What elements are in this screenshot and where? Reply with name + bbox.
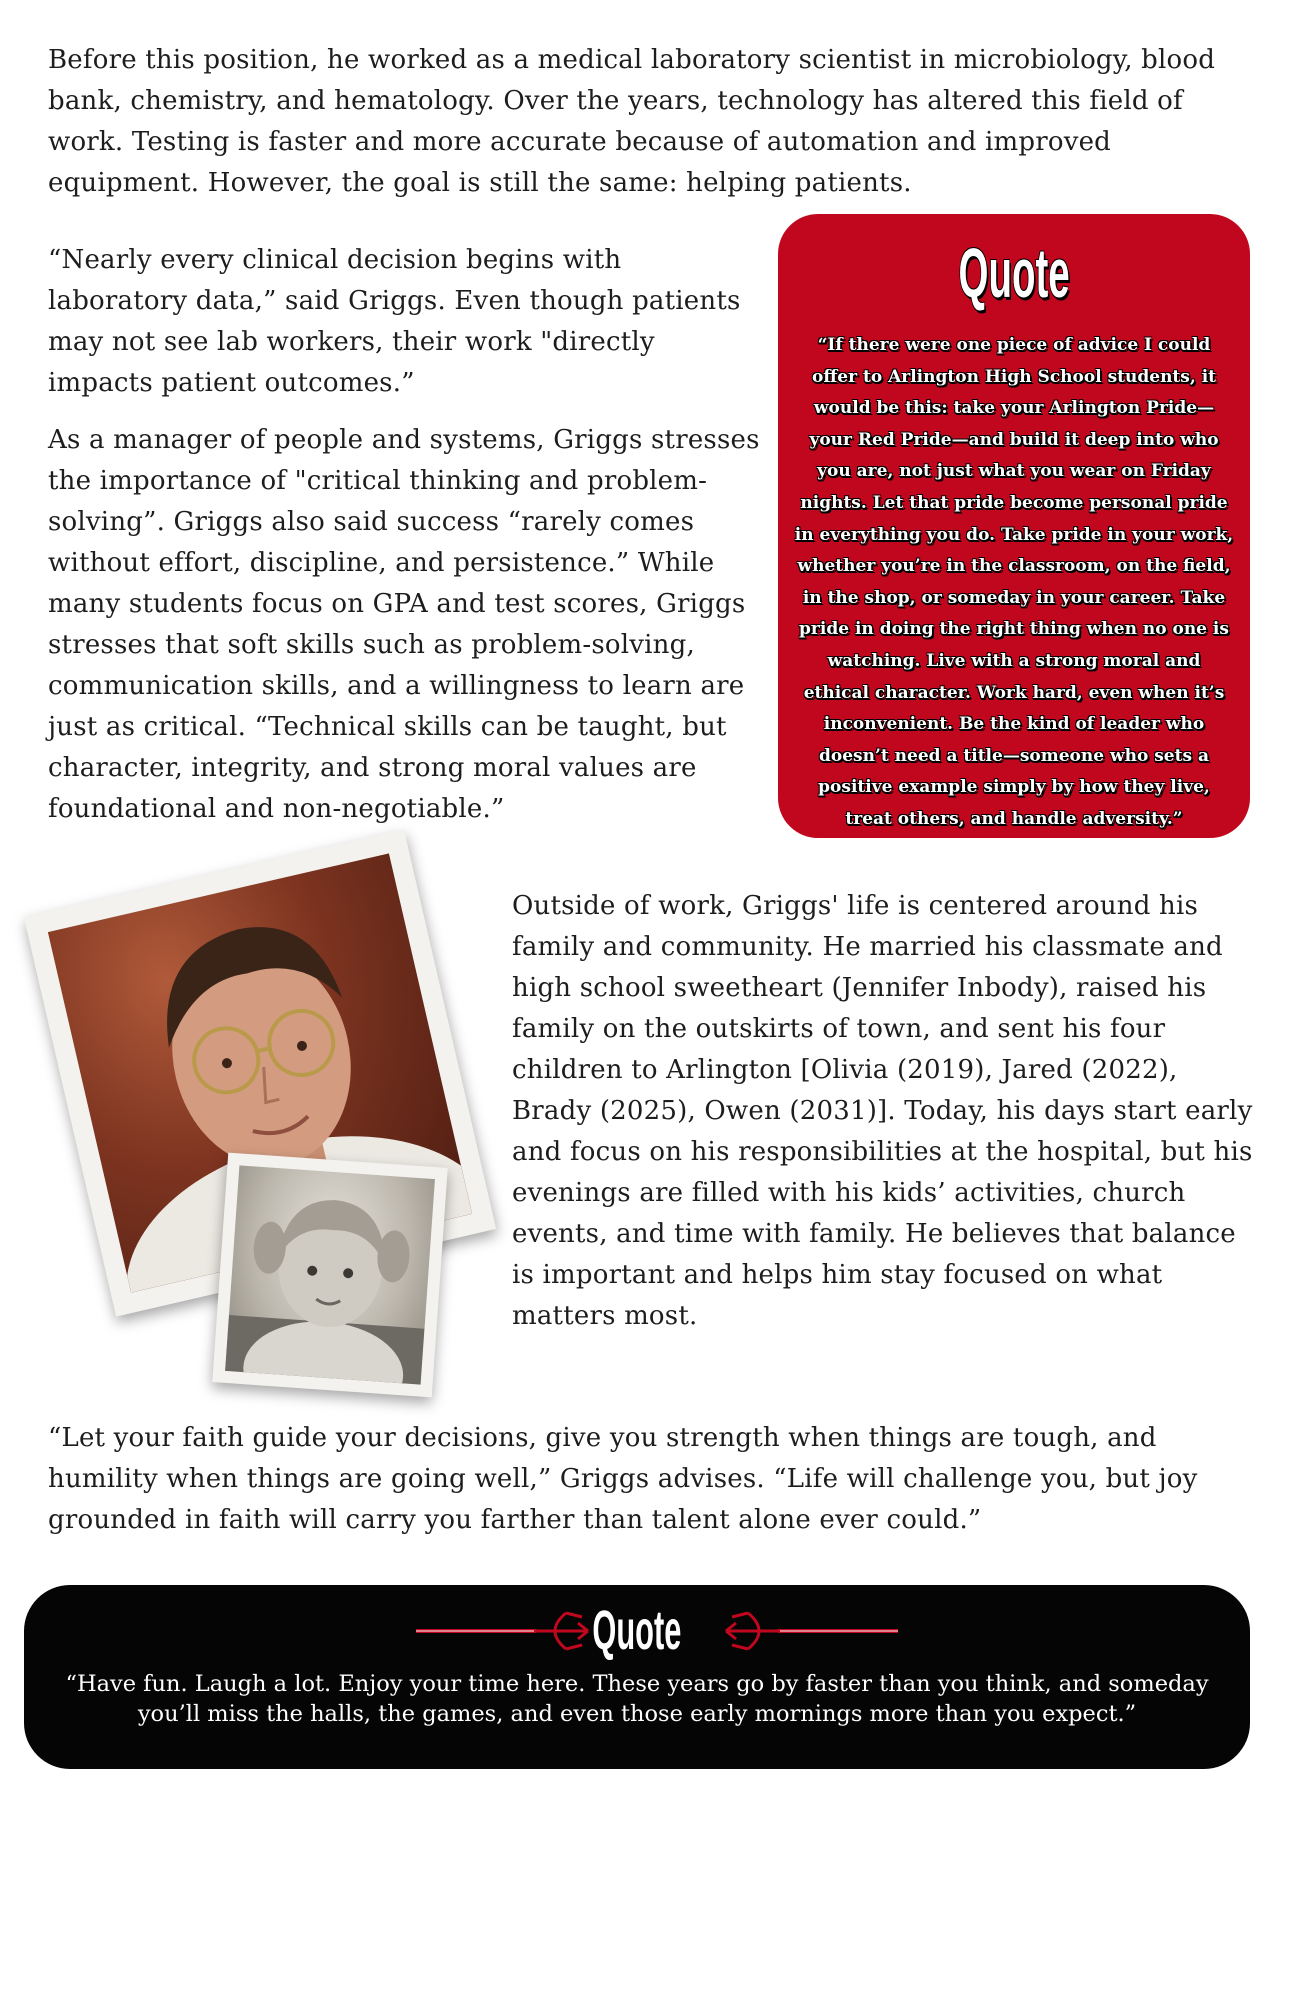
family-paragraph: Outside of work, Griggs' life is centered around his family and community. He married his classmate and high school sweetheart (Jennifer Inbody), raised his family on the outskirts of town, and sent his four children to Arlington [Olivia (2019), Jared (2022), Brady (2025), Owen (2031)]. Today, his days start early and focus on his responsibilities at the hospital, but his evenings are filled with his kids’ activities, church events, and time with family. He believes that balance is important and helps him stay focused on what matters most. [512,891,1253,1331]
red-quote-box [778,214,1250,838]
trident-icon [718,1609,898,1653]
black-quote-heading: Quote [592,1598,682,1661]
black-quote-box [24,1585,1250,1769]
childhood-photo [212,1153,448,1398]
red-quote-heading: Quote [958,234,1070,312]
red-quote-text: “If there were one piece of advice I could offer to Arlington High School students, it would be this: take your Arlington Pride—your Red Pride—and build it deep into who you are, not just what you wear on Friday nights. Let that pride become personal pride in everything you do. Take pride in your work, whether you’re in the classroom, on the field, in the shop, or someday in your career. Take pride in doing the right thing when no one is watching. Live with a strong moral and ethical character. Work hard, even when it’s inconvenient. Be the kind of leader who doesn’t need a title—someone who sets a positive example simply by how they live, treat others, and handle adversity.” [794,335,1234,829]
black-quote-header [24,1599,1250,1661]
childhood-photo-illustration [225,1165,435,1384]
trident-icon [416,1609,596,1653]
intro-paragraph-3: As a manager of people and systems, Griggs stresses the importance of "critical thinking and problem-solving”. Griggs also said success “rarely comes without effort, discipline, and persistence.” While many students focus on GPA and test scores, Griggs stresses that soft skills such as problem-solving, communication skills, and a willingness to learn are just as critical. “Technical skills can be taught, but character, integrity, and strong moral values are foundational and non-negotiable.” [48,425,760,824]
black-quote-text: “Have fun. Laugh a lot. Enjoy your time here. These years go by faster than you think, and someday you’ll miss the halls, the games, and even those early mornings more than you expect.” [65,1671,1209,1727]
faith-paragraph: “Let your faith guide your decisions, give you strength when things are tough, and humility when things are going well,” Griggs advises. “Life will challenge you, but joy grounded in faith will carry you farther than talent alone ever could.” [48,1423,1198,1535]
intro-paragraph-2: “Nearly every clinical decision begins with laboratory data,” said Griggs. Even though patients may not see lab workers, their work "directly impacts patient outcomes.” [48,245,741,398]
intro-paragraph-1: Before this position, he worked as a medical laboratory scientist in microbiology, blood bank, chemistry, and hematology. Over the years, technology has altered this field of work. Testing is faster and more accurate because of automation and improved equipment. However, the goal is still the same: helping patients. [48,45,1216,198]
